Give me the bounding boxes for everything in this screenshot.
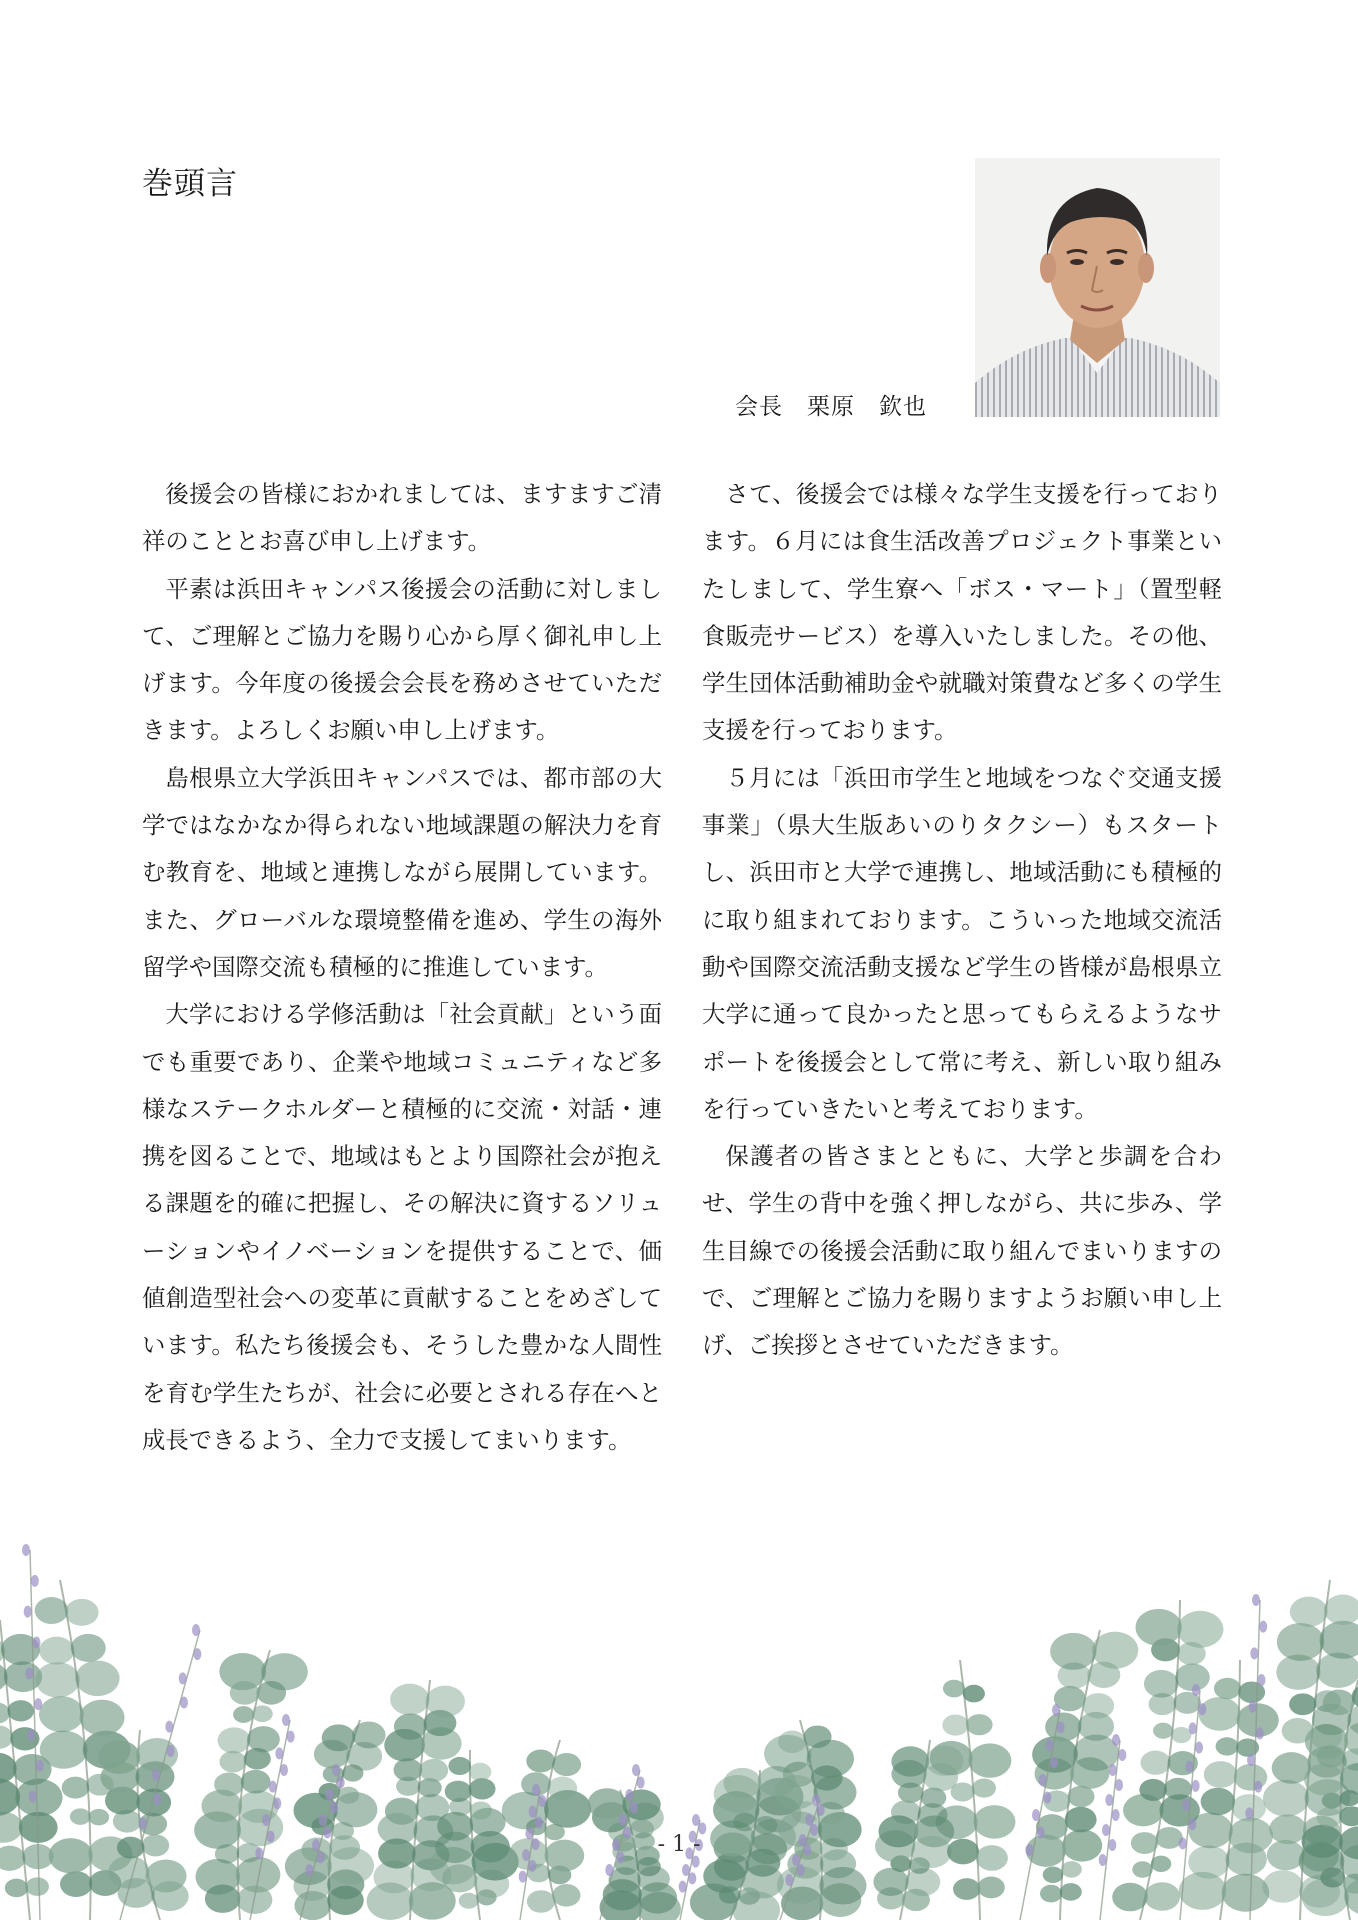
eucalyptus-leaf: [1289, 1693, 1316, 1715]
lavender-bud: [1109, 1764, 1117, 1776]
eucalyptus-leaf: [1140, 1751, 1170, 1775]
eucalyptus-leaf: [15, 1779, 62, 1817]
eucalyptus-leaf: [252, 1705, 273, 1722]
eucalyptus-leaf: [233, 1706, 254, 1723]
lavender-bud: [785, 1874, 793, 1886]
eucalyptus-leaf: [1082, 1693, 1114, 1718]
eucalyptus-leaf: [1177, 1611, 1223, 1648]
eucalyptus-leaf: [1139, 1779, 1167, 1801]
eucalyptus-leaf: [943, 1680, 965, 1698]
lavender-bud: [36, 1760, 44, 1772]
eucalyptus-leaf: [891, 1800, 921, 1824]
eucalyptus-leaf: [1068, 1786, 1095, 1808]
eucalyptus-leaf: [390, 1684, 429, 1716]
eucalyptus-leaf: [1043, 1867, 1064, 1883]
eucalyptus-leaf: [108, 1856, 149, 1889]
lavender-bud: [1050, 1757, 1058, 1769]
lavender-bud: [528, 1860, 536, 1872]
eucalyptus-leaf: [236, 1857, 281, 1893]
lavender-bud: [682, 1864, 690, 1876]
eucalyptus-leaf: [1304, 1764, 1344, 1796]
eucalyptus-leaf: [1290, 1597, 1328, 1627]
eucalyptus-leaf: [1262, 1870, 1303, 1903]
eucalyptus-leaf: [548, 1777, 578, 1801]
eucalyptus-leaf: [26, 1877, 49, 1896]
eucalyptus-leaf: [1214, 1678, 1241, 1700]
eucalyptus-leaf: [241, 1770, 271, 1794]
lavender-bud: [692, 1814, 700, 1826]
eucalyptus-leaf: [527, 1890, 555, 1913]
page-title: 巻頭言: [142, 166, 238, 202]
paragraph: 後援会の皆様におかれましては、ますますご清祥のこととお喜び申し上げます。: [142, 480, 662, 556]
paragraph: 島根県立大学浜田キャンパスでは、都市部の大学ではなかなか得られない地域課題の解決力を育む教育を、地域と連携しながら展開しています。また、グローバルな環境整備を進め、学生の海外留学や国際交流も積極的に推進しています。: [142, 763, 662, 981]
eucalyptus-leaf: [65, 1599, 99, 1626]
lavender-bud: [1259, 1621, 1267, 1633]
eucalyptus-leaf: [469, 1778, 496, 1799]
eucalyptus-leaf: [394, 1758, 423, 1781]
lavender-bud: [605, 1864, 613, 1876]
eucalyptus-leaf: [1065, 1807, 1097, 1833]
lavender-bud: [630, 1802, 638, 1814]
eucalyptus-leaf: [723, 1768, 761, 1798]
eucalyptus-leaf: [953, 1878, 980, 1900]
eucalyptus-leaf: [1323, 1689, 1355, 1715]
eucalyptus-leaf: [1151, 1856, 1172, 1872]
eucalyptus-leaf: [1060, 1883, 1082, 1901]
lavender-bud: [180, 1697, 188, 1709]
eucalyptus-leaf: [261, 1653, 308, 1690]
eucalyptus-leaf: [1263, 1780, 1309, 1817]
eucalyptus-leaf: [445, 1781, 472, 1802]
lavender-bud: [688, 1872, 696, 1884]
eucalyptus-leaf: [88, 1809, 109, 1826]
eucalyptus-leaf: [214, 1772, 244, 1796]
lavender-bud: [25, 1667, 33, 1679]
lavender-bud: [1249, 1701, 1257, 1713]
eucalyptus-leaf: [1222, 1874, 1270, 1912]
paragraph: 平素は浜田キャンパス後援会の活動に対しまして、ご理解とご協力を賜り心から厚く御礼申し上げます。今年度の後援会会長を務めさせていただきます。よろしくお願い申し上げます。: [142, 574, 662, 745]
eucalyptus-leaf: [1320, 1621, 1358, 1659]
eucalyptus-leaf: [1171, 1727, 1191, 1743]
eucalyptus-leaf: [1175, 1663, 1210, 1691]
lavender-bud: [619, 1814, 627, 1826]
eucalyptus-leaf: [930, 1741, 973, 1775]
paragraph: 保護者の皆さまとともに、大学と歩調を合わせ、学生の背中を強く押しながら、共に歩み、学生目線での後援会活動に取り組んでまいりますので、ご理解とご協力を賜りますようお願い申し上げ、ご挨拶とさせていただきます。: [702, 1142, 1222, 1360]
lavender-bud: [1045, 1739, 1053, 1751]
lavender-bud: [152, 1769, 160, 1781]
lavender-bud: [535, 1817, 543, 1829]
lavender-bud: [1254, 1781, 1262, 1793]
lavender-bud: [269, 1781, 277, 1793]
lavender-bud: [1052, 1704, 1060, 1716]
eucalyptus-leaf: [978, 1877, 1005, 1899]
eucalyptus-leaf: [39, 1637, 74, 1665]
eucalyptus-leaf: [1061, 1861, 1082, 1877]
eucalyptus-leaf: [39, 1696, 84, 1732]
eucalyptus-leaf: [247, 1726, 280, 1752]
eucalyptus-leaf: [322, 1724, 356, 1751]
eucalyptus-leaf: [7, 1700, 34, 1721]
eucalyptus-leaf: [419, 1759, 448, 1782]
body-column-right: [702, 471, 1222, 1370]
lavender-bud: [1256, 1727, 1264, 1739]
eucalyptus-leaf: [966, 1714, 992, 1735]
eucalyptus-leaf: [469, 1801, 492, 1819]
lavender-bud: [1192, 1780, 1200, 1792]
lavender-bud: [153, 1793, 161, 1805]
eucalyptus-leaf: [5, 1879, 28, 1898]
eucalyptus-leaf: [1144, 1670, 1179, 1698]
lavender-bud: [632, 1764, 640, 1776]
eucalyptus-leaf: [459, 1893, 479, 1909]
paragraph: ５月には「浜田市学生と地域をつなぐ交通支援事業」（県大生版あいのりタクシー）もスタートし、浜田市と大学で連携し、地域活動にも積極的に取り組まれております。こういった地域交流活動や国際交流活動支援など学生の皆様が島根県立大学に通って良かったと思ってもらえるようなサポートを後援会として常に考え、新しい取り組みを行っていきたいと考えております。: [702, 763, 1222, 1123]
eucalyptus-leaf: [588, 1788, 626, 1819]
lavender-bud: [797, 1864, 805, 1876]
lavender-bud: [529, 1806, 537, 1818]
eucalyptus-leaf: [70, 1808, 91, 1825]
lavender-bud: [1198, 1703, 1206, 1715]
eucalyptus-leaf: [552, 1753, 581, 1776]
eucalyptus-leaf: [35, 1597, 69, 1624]
lavender-bud: [1032, 1809, 1040, 1821]
eucalyptus-leaf: [1234, 1764, 1267, 1791]
eucalyptus-leaf: [1132, 1861, 1153, 1877]
lavender-bud: [1112, 1734, 1120, 1746]
lavender-bud: [179, 1672, 187, 1684]
lavender-bud: [165, 1721, 173, 1733]
lavender-bud: [29, 1791, 37, 1803]
lavender-bud: [337, 1777, 345, 1789]
author-signature: 会長 栗原 欽也: [735, 394, 927, 420]
lavender-bud: [1105, 1794, 1113, 1806]
lavender-bud: [193, 1648, 201, 1660]
eucalyptus-leaf: [1199, 1697, 1241, 1731]
lavender-bud: [1189, 1722, 1197, 1734]
eucalyptus-leaf: [1204, 1761, 1237, 1788]
eucalyptus-leaf: [385, 1798, 419, 1825]
lavender-bud: [167, 1745, 175, 1757]
eucalyptus-leaf: [71, 1634, 106, 1662]
eucalyptus-leaf: [98, 1740, 140, 1774]
lavender-bud: [22, 1544, 30, 1556]
eucalyptus-leaf: [219, 1653, 266, 1690]
lavender-bud: [1258, 1674, 1266, 1686]
eucalyptus-leaf: [352, 1722, 386, 1749]
eucalyptus-leaf: [75, 1661, 119, 1696]
lavender-bud: [280, 1764, 288, 1776]
eucalyptus-leaf: [338, 1787, 359, 1804]
lavender-bud: [332, 1764, 340, 1776]
lavender-bud: [282, 1714, 290, 1726]
eucalyptus-leaf: [35, 1662, 79, 1697]
lavender-bud: [1252, 1594, 1260, 1606]
lavender-bud: [330, 1802, 338, 1814]
lavender-bud: [305, 1864, 313, 1876]
lavender-bud: [1112, 1809, 1120, 1821]
lavender-bud: [262, 1814, 270, 1826]
lavender-bud: [805, 1814, 813, 1826]
eucalyptus-leaf: [803, 1725, 831, 1748]
eucalyptus-leaf: [1040, 1885, 1062, 1903]
eucalyptus-leaf: [145, 1859, 186, 1892]
lavender-bud: [325, 1789, 333, 1801]
eucalyptus-leaf: [963, 1685, 985, 1703]
lavender-bud: [538, 1795, 546, 1807]
lavender-bud: [275, 1747, 283, 1759]
lavender-bud: [139, 1817, 147, 1829]
lavender-bud: [24, 1606, 32, 1618]
eucalyptus-leaf: [1050, 1633, 1096, 1670]
lavender-bud: [692, 1856, 700, 1868]
lavender-bud: [817, 1804, 825, 1816]
lavender-bud: [287, 1731, 295, 1743]
eucalyptus-leaf: [60, 1871, 92, 1897]
eucalyptus-leaf: [1216, 1737, 1239, 1755]
lavender-bud: [812, 1794, 820, 1806]
eucalyptus-leaf: [942, 1714, 968, 1735]
lavender-bud: [637, 1777, 645, 1789]
eucalyptus-leaf: [195, 1859, 240, 1895]
lavender-bud: [33, 1637, 41, 1649]
eucalyptus-leaf: [1136, 1609, 1182, 1646]
eucalyptus-leaf: [778, 1731, 806, 1754]
lavender-bud: [679, 1881, 687, 1893]
eucalyptus-leaf: [1324, 1595, 1358, 1625]
lavender-bud: [1188, 1818, 1196, 1830]
lavender-bud: [1192, 1684, 1200, 1696]
lavender-bud: [192, 1624, 200, 1636]
eucalyptus-leaf: [426, 1686, 465, 1718]
eucalyptus-leaf: [1112, 1883, 1148, 1912]
lavender-bud: [1247, 1754, 1255, 1766]
paragraph: さて、後援会では様々な学生支援を行っております。６月には食生活改善プロジェクト事業といたしまして、学生寮へ「ボス・マート」（置型軽食販売サービス）を導入いたしました。その他、学生団体活動補助金や就職対策費など多くの学生支援を行っております。: [702, 480, 1222, 745]
eucalyptus-leaf: [219, 1751, 246, 1773]
eucalyptus-leaf: [1153, 1723, 1173, 1739]
eucalyptus-leaf: [951, 1782, 975, 1801]
lavender-bud: [27, 1729, 35, 1741]
lavender-bud: [1039, 1774, 1047, 1786]
eucalyptus-leaf: [1277, 1623, 1324, 1661]
lavender-bud: [1195, 1742, 1203, 1754]
eucalyptus-leaf: [136, 1789, 171, 1817]
lavender-bud: [1118, 1749, 1126, 1761]
lavender-bud: [1185, 1761, 1193, 1773]
eucalyptus-leaf: [218, 1727, 251, 1753]
eucalyptus-leaf: [469, 1763, 492, 1781]
eucalyptus-leaf: [448, 1757, 471, 1775]
lavender-bud: [519, 1871, 527, 1883]
portrait-photo: [975, 158, 1220, 417]
lavender-bud: [1115, 1779, 1123, 1791]
eucalyptus-leaf: [394, 1713, 427, 1739]
lavender-bud: [31, 1575, 39, 1587]
lavender-bud: [625, 1789, 633, 1801]
eucalyptus-leaf: [968, 1743, 1011, 1777]
eucalyptus-leaf: [1201, 1788, 1235, 1816]
eucalyptus-leaf: [62, 1777, 89, 1799]
eucalyptus-leaf: [552, 1884, 580, 1907]
body-column-left: [142, 471, 662, 1464]
eucalyptus-leaf: [526, 1749, 555, 1772]
eucalyptus-leaf: [1144, 1882, 1180, 1911]
lavender-bud: [1245, 1807, 1253, 1819]
lavender-bud: [532, 1784, 540, 1796]
eucalyptus-leaf: [1164, 1778, 1192, 1800]
author-portrait: [975, 158, 1220, 417]
lavender-bud: [1250, 1647, 1258, 1659]
eucalyptus-leaf: [79, 1700, 124, 1736]
lavender-bud: [273, 1797, 281, 1809]
lavender-bud: [34, 1698, 42, 1710]
eucalyptus-leaf: [40, 1731, 88, 1769]
eucalyptus-lavender-decoration: [0, 1540, 1358, 1920]
lavender-bud: [1057, 1722, 1065, 1734]
lavender-bud: [1043, 1792, 1051, 1804]
eucalyptus-leaf: [873, 1868, 908, 1896]
lavender-bud: [1182, 1799, 1190, 1811]
eucalyptus-leaf: [1092, 1632, 1138, 1669]
lavender-bud: [319, 1814, 327, 1826]
eucalyptus-leaf: [972, 1779, 996, 1798]
eucalyptus-leaf: [891, 1746, 929, 1776]
paragraph: 大学における学修活動は「社会貢献」という面でも重要であり、企業や地域コミュニティなど多様なステークホルダーと積極的に交流・対話・連携を図ることで、地域はもとより国際社会が抱える課題を的確に把握し、その解決に資するソリューションやイノベーションを提供することで、価値創造型社会への変革に貢献することをめざしています。私たち後援会も、そうした豊かな人間性を育む学生たちが、社会に必要とされる存在へと成長できるよう、全力で支援してまいります。: [142, 1000, 662, 1454]
page-number: - 1 -: [657, 1832, 701, 1857]
eucalyptus-leaf: [1317, 1807, 1342, 1827]
